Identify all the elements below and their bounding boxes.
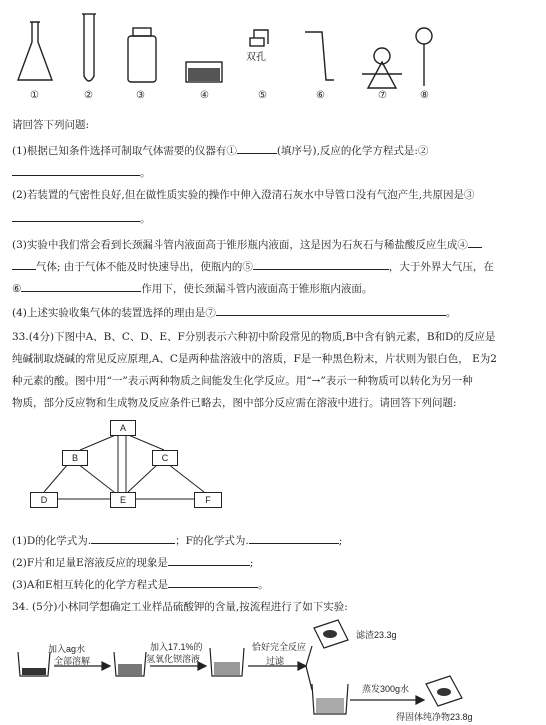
answer-blank-7[interactable]	[216, 304, 446, 316]
flow-step2-line1: 加入17.1%的	[150, 642, 203, 652]
apparatus-label-5: ⑤	[258, 90, 267, 101]
flow-result: 得固体纯净物23.8g	[396, 712, 473, 722]
flow-evaporate: 蒸发300g水	[362, 684, 410, 694]
q34-text: 34. (5分)小林同学想确定工业样品硫酸钾的含量,按流程进行了如下实验:	[12, 601, 348, 613]
apparatus-label-3: ③	[136, 90, 145, 101]
experiment-flow	[14, 618, 534, 725]
answer-blank-phenomenon[interactable]	[168, 554, 250, 566]
apparatus-label-4: ④	[200, 90, 209, 101]
answer-blank-2[interactable]	[12, 164, 140, 176]
question-2: (2)若装置的气密性良好,但在做性质实验的操作中伸入澄清石灰水中导管口没有气泡产生,共原因是③	[12, 189, 475, 201]
question-4: (4)上述实验收集气体的装置选择的理由是⑦ 。	[12, 304, 536, 320]
answer-blank-6[interactable]	[21, 280, 141, 292]
answer-blank-5[interactable]	[253, 258, 389, 270]
answer-blank-equation[interactable]	[168, 576, 258, 588]
apparatus-illustrations	[0, 0, 546, 110]
apparatus-label-8: ⑧	[420, 90, 429, 101]
q33-sub2: (2)F片和足量E溶液反应的现象是 ;	[12, 554, 536, 570]
apparatus-label-6: ⑥	[316, 90, 325, 101]
question-3-line2: 气体; 由于气体不能及时快速导出，使瓶内的⑤ ，大于外界大气压，在	[12, 258, 536, 274]
q33-line2: 纯碱制取烧碱的常见反应原理,A、C是两种盐溶液中的溶质，F是一种黑色粉末，片状则为银白色， E为2	[12, 353, 497, 365]
answer-blank-1[interactable]	[237, 142, 277, 154]
q33-line3: 种元素的酸。图中用“一”表示两种物质之间能发生化学反应。用“→”表示一种物质可以转化为另一种	[12, 375, 473, 387]
diagram-box-f: F	[194, 492, 222, 508]
q33-line4: 物质，部分反应物和生成物及反应条件已略去，图中部分反应需在溶液中进行。请回答下列问题:	[12, 397, 457, 409]
relationship-diagram	[18, 420, 232, 520]
question-2-line2: 。	[12, 210, 536, 226]
q33-sub1: (1)D的化学式为. ；F的化学式为. ;	[12, 532, 536, 548]
flow-drawing	[14, 618, 534, 725]
apparatus-label-7: ⑦	[378, 90, 387, 101]
question-1: (1)根据已知条件选择可制取气体需要的仪器有① (填序号),反应的化学方程式是:②	[12, 142, 536, 158]
diagram-box-b: B	[62, 450, 88, 466]
flow-step2-line2: 氢氧化钡溶液	[146, 654, 201, 664]
flow-step1-line2: 全部溶解	[54, 656, 91, 666]
apparatus-label-1: ①	[30, 90, 39, 101]
diagram-box-d: D	[30, 492, 58, 508]
answer-blank-3[interactable]	[12, 210, 140, 222]
answer-blank-f-formula[interactable]	[249, 532, 339, 544]
question-1-line2: 。	[12, 164, 536, 180]
diagram-box-a: A	[110, 420, 136, 436]
q33-line1: 33.(4分)下图中A、B、C、D、E、F分别表示六种初中阶段常见的物质,B中含有钠元素，B和D的反应是	[12, 331, 496, 343]
intro-text: 请回答下列问题:	[12, 119, 90, 131]
answer-blank-d-formula[interactable]	[91, 532, 175, 544]
flow-step3-line1: 恰好完全反应	[252, 642, 307, 652]
flow-step3-line2: 过滤	[266, 656, 285, 666]
double-hole-label: 双孔	[246, 52, 266, 63]
answer-blank-4b[interactable]	[12, 258, 36, 270]
answer-blank-4a[interactable]	[468, 236, 482, 248]
q33-sub3: (3)A和E相互转化的化学方程式是 。	[12, 576, 536, 592]
diagram-box-c: C	[152, 450, 178, 466]
flow-residue: 滤渣23.3g	[356, 630, 397, 640]
diagram-box-e: E	[110, 492, 136, 508]
question-3-line3: ⑥ 作用下，使长颈漏斗管内液面高于锥形瓶内液面。	[12, 280, 536, 296]
question-3-line1: (3)实验中我们常会看到长颈漏斗管内液面高于锥形瓶内液面，这是因为石灰石与稀盐酸反应生成④	[12, 236, 536, 252]
apparatus-label-2: ②	[84, 90, 93, 101]
flow-step1-line1: 加入ag水	[48, 644, 86, 654]
